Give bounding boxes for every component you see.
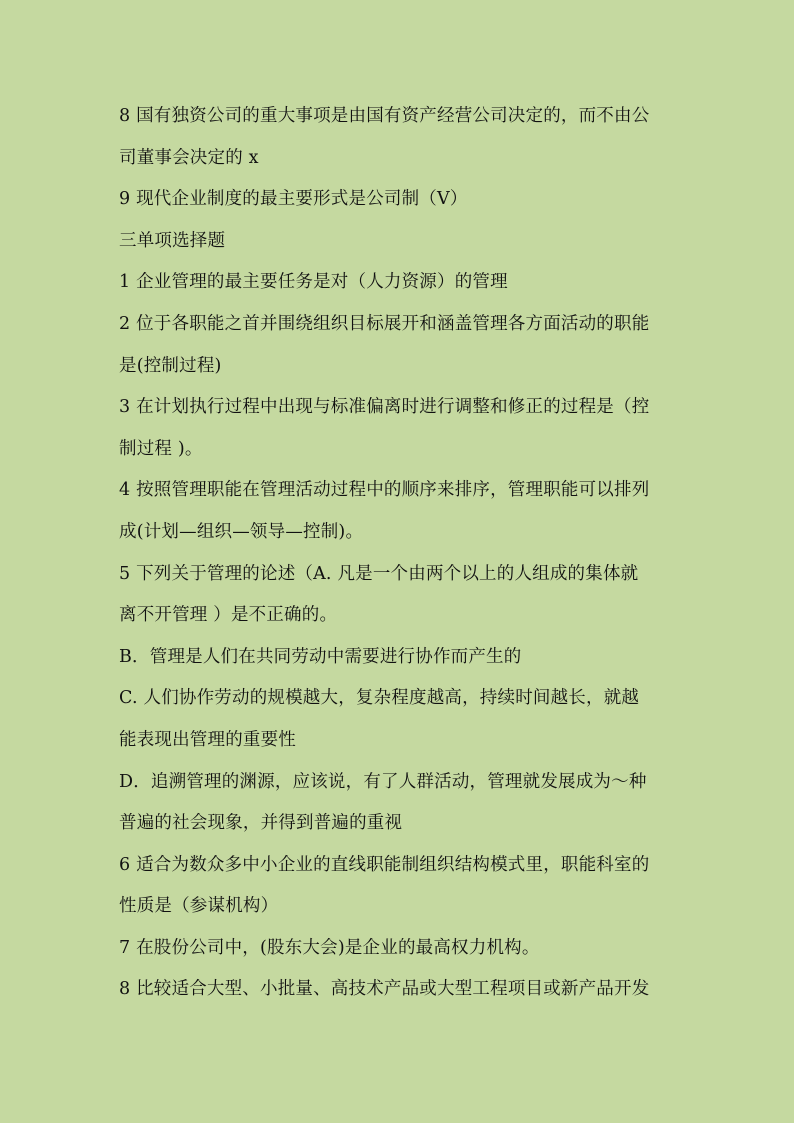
text-line: C. 人们协作劳动的规模越大，复杂程度越高，持续时间越长，就越 (119, 688, 640, 709)
text-line: 2 位于各职能之首并围绕组织目标展开和涵盖管理各方面活动的职能 (119, 313, 650, 334)
text-line: 能表现出管理的重要性 (119, 729, 296, 750)
text-line: 普遍的社会现象，并得到普遍的重视 (119, 813, 403, 834)
text-line: 7 在股份公司中，(股东大会)是企业的最高权力机构。 (119, 937, 540, 958)
text-line: 3 在计划执行过程中出现与标准偏离时进行调整和修正的过程是（控 (119, 397, 650, 418)
text-line: 成(计划—组织—领导—控制)。 (119, 521, 364, 542)
document-body (119, 96, 679, 1011)
text-line: D．追溯管理的渊源，应该说，有了人群活动，管理就发展成为～种 (119, 771, 647, 792)
text-line: 4 按照管理职能在管理活动过程中的顺序来排序，管理职能可以排列 (119, 480, 650, 501)
text-line: 性质是（参谋机构） (119, 896, 279, 917)
text-line: 制过程 )。 (119, 438, 203, 459)
text-line: 9 现代企业制度的最主要形式是公司制（V） (119, 189, 468, 210)
text-line: 1 企业管理的最主要任务是对（人力资源）的管理 (119, 272, 508, 293)
text-line: 5 下列关于管理的论述（A. 凡是一个由两个以上的人组成的集体就 (119, 563, 639, 584)
text-line: 8 国有独资公司的重大事项是由国有资产经营公司决定的，而不由公 (119, 106, 650, 126)
text-line: 8 比较适合大型、小批量、高技术产品或大型工程项目或新产品开发 (119, 979, 650, 1000)
text-line: 司董事会决定的 x (119, 147, 259, 168)
text-line: 6 适合为数众多中小企业的直线职能制组织结构模式里，职能科室的 (119, 854, 650, 875)
text-line: 离不开管理 ）是不正确的。 (119, 605, 338, 626)
section-heading: 三单项选择题 (119, 230, 226, 251)
text-line: B．管理是人们在共同劳动中需要进行协作而产生的 (119, 646, 522, 667)
text-line: 是(控制过程) (119, 355, 222, 376)
